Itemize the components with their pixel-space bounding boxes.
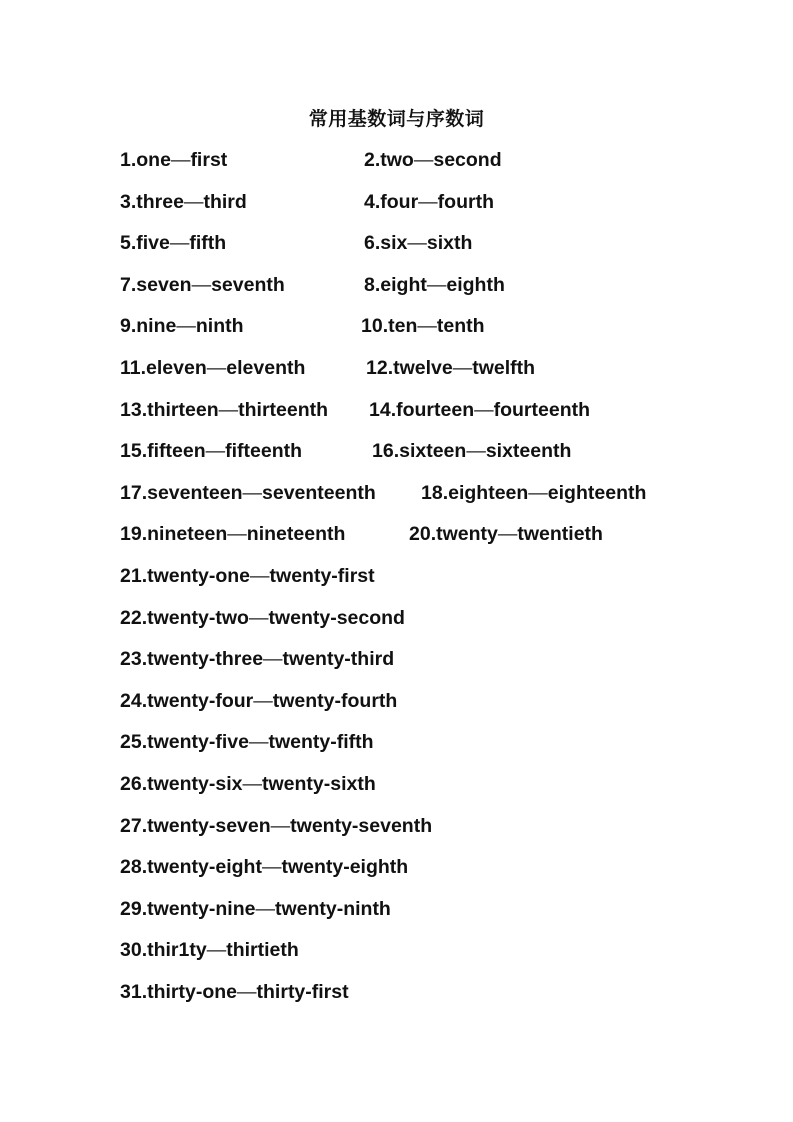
- word-entry: [120, 730, 374, 754]
- entry-number: 20.: [409, 523, 437, 545]
- entry-number: 5.: [120, 232, 137, 254]
- word-entry: [120, 606, 405, 630]
- word-entry: [120, 356, 305, 380]
- ordinal-word: fifteenth: [225, 440, 303, 462]
- separator-dash: —: [407, 232, 427, 254]
- cardinal-word: twenty: [436, 523, 498, 545]
- cardinal-word: thirteen: [147, 399, 219, 421]
- ordinal-word: thirtieth: [226, 939, 299, 961]
- word-entry: [120, 689, 397, 713]
- entry-number: 31.: [120, 981, 148, 1003]
- word-entry: [366, 356, 535, 380]
- cardinal-word: ten: [388, 315, 418, 337]
- ordinal-word: seventh: [211, 274, 285, 296]
- entry-number: 24.: [120, 690, 148, 712]
- entry-number: 30.: [120, 939, 148, 961]
- cardinal-word: twenty-six: [147, 773, 243, 795]
- ordinal-word: twenty-fourth: [272, 690, 398, 712]
- cardinal-word: two: [380, 149, 414, 171]
- separator-dash: —: [206, 357, 227, 379]
- word-entry: [120, 231, 226, 255]
- entry-number: 21.: [120, 565, 148, 587]
- page-title: 常用基数词与序数词: [308, 108, 485, 130]
- entry-number: 22.: [120, 607, 148, 629]
- entry-number: 23.: [120, 648, 148, 670]
- entry-number: 26.: [120, 773, 148, 795]
- entry-number: 15.: [120, 440, 148, 462]
- word-entry: [361, 314, 485, 338]
- ordinal-word: twentieth: [517, 523, 603, 545]
- word-entry: [120, 938, 299, 962]
- separator-dash: —: [474, 399, 494, 421]
- entry-number: 4.: [364, 191, 381, 213]
- ordinal-word: twenty-first: [269, 565, 375, 587]
- entry-number: 8.: [364, 274, 381, 296]
- separator-dash: —: [191, 274, 212, 296]
- word-entry: [120, 273, 285, 297]
- word-entry: [120, 314, 244, 338]
- word-entry: [120, 439, 302, 463]
- word-entry: [120, 855, 408, 879]
- ordinal-word: sixteenth: [485, 440, 572, 462]
- cardinal-word: twenty-seven: [147, 815, 271, 837]
- separator-dash: —: [253, 690, 273, 712]
- entry-number: 10.: [361, 315, 389, 337]
- ordinal-word: twenty-seventh: [290, 815, 433, 837]
- cardinal-word: nineteen: [147, 523, 228, 545]
- word-entry: [120, 148, 227, 172]
- separator-dash: —: [528, 482, 548, 504]
- separator-dash: —: [218, 399, 239, 421]
- separator-dash: —: [169, 232, 190, 254]
- entry-number: 28.: [120, 856, 148, 878]
- separator-dash: —: [263, 648, 283, 670]
- separator-dash: —: [170, 149, 191, 171]
- word-entry: [120, 772, 376, 796]
- word-entry: [120, 190, 247, 214]
- separator-dash: —: [250, 565, 270, 587]
- word-entry: [120, 522, 345, 546]
- separator-dash: —: [413, 149, 434, 171]
- cardinal-word: seventeen: [147, 482, 243, 504]
- entry-number: 6.: [364, 232, 381, 254]
- cardinal-word: sixteen: [399, 440, 467, 462]
- entry-number: 27.: [120, 815, 148, 837]
- word-entry: [120, 481, 376, 505]
- word-entry: [364, 231, 472, 255]
- ordinal-word: fourteenth: [493, 399, 591, 421]
- cardinal-word: twenty-nine: [147, 898, 256, 920]
- separator-dash: —: [248, 731, 269, 753]
- word-entry: [364, 190, 494, 214]
- word-entry: [372, 439, 571, 463]
- cardinal-word: nine: [136, 315, 177, 337]
- separator-dash: —: [418, 191, 438, 213]
- cardinal-word: three: [136, 191, 184, 213]
- cardinal-word: seven: [136, 274, 192, 296]
- ordinal-word: ninth: [195, 315, 244, 337]
- separator-dash: —: [497, 523, 518, 545]
- ordinal-word: third: [203, 191, 247, 213]
- word-entry: [364, 273, 505, 297]
- ordinal-word: second: [433, 149, 502, 171]
- ordinal-word: fifth: [189, 232, 227, 254]
- word-entry: [120, 398, 328, 422]
- word-entry: [120, 647, 394, 671]
- separator-dash: —: [261, 856, 282, 878]
- separator-dash: —: [227, 523, 247, 545]
- word-entry: [120, 564, 375, 588]
- cardinal-word: twenty-five: [147, 731, 249, 753]
- separator-dash: —: [183, 191, 204, 213]
- cardinal-word: twelve: [393, 357, 453, 379]
- ordinal-word: nineteenth: [246, 523, 346, 545]
- word-entry: [421, 481, 646, 505]
- word-entry: [369, 398, 590, 422]
- cardinal-word: eight: [380, 274, 427, 296]
- cardinal-word: thir1ty: [147, 939, 207, 961]
- cardinal-word: twenty-one: [147, 565, 251, 587]
- ordinal-word: twenty-third: [282, 648, 395, 670]
- separator-dash: —: [426, 274, 447, 296]
- ordinal-word: twenty-ninth: [274, 898, 391, 920]
- cardinal-word: twenty-three: [147, 648, 264, 670]
- separator-dash: —: [248, 607, 269, 629]
- entry-number: 7.: [120, 274, 137, 296]
- separator-dash: —: [176, 315, 196, 337]
- cardinal-word: eleven: [146, 357, 207, 379]
- cardinal-word: twenty-four: [147, 690, 254, 712]
- cardinal-word: fifteen: [147, 440, 206, 462]
- ordinal-word: eleventh: [226, 357, 306, 379]
- ordinal-word: twenty-sixth: [261, 773, 376, 795]
- entry-number: 19.: [120, 523, 148, 545]
- ordinal-word: first: [190, 149, 228, 171]
- cardinal-word: fourteen: [396, 399, 475, 421]
- separator-dash: —: [452, 357, 473, 379]
- ordinal-word: tenth: [436, 315, 485, 337]
- separator-dash: —: [417, 315, 437, 337]
- separator-dash: —: [205, 440, 226, 462]
- separator-dash: —: [242, 773, 262, 795]
- cardinal-word: one: [136, 149, 171, 171]
- entry-number: 3.: [120, 191, 137, 213]
- cardinal-word: eighteen: [448, 482, 529, 504]
- word-entry: [409, 522, 603, 546]
- separator-dash: —: [206, 939, 227, 961]
- ordinal-word: twenty-second: [268, 607, 405, 629]
- word-entry: [364, 148, 502, 172]
- entry-number: 14.: [369, 399, 397, 421]
- cardinal-word: twenty-two: [147, 607, 249, 629]
- ordinal-word: eighteenth: [547, 482, 647, 504]
- word-entry: [120, 897, 391, 921]
- separator-dash: —: [237, 981, 257, 1003]
- ordinal-word: eighth: [446, 274, 505, 296]
- entry-number: 18.: [421, 482, 449, 504]
- ordinal-word: thirty-first: [256, 981, 349, 1003]
- word-entry: [120, 980, 349, 1004]
- entry-number: 13.: [120, 399, 148, 421]
- separator-dash: —: [466, 440, 486, 462]
- cardinal-word: five: [136, 232, 170, 254]
- entry-number: 17.: [120, 482, 148, 504]
- word-entry: [120, 814, 432, 838]
- separator-dash: —: [255, 898, 275, 920]
- separator-dash: —: [270, 815, 291, 837]
- entry-number: 1.: [120, 149, 137, 171]
- ordinal-word: seventeenth: [262, 482, 376, 504]
- cardinal-word: four: [380, 191, 419, 213]
- ordinal-word: twenty-eighth: [281, 856, 409, 878]
- ordinal-word: twelfth: [472, 357, 536, 379]
- separator-dash: —: [242, 482, 262, 504]
- ordinal-word: twenty-fifth: [268, 731, 374, 753]
- entry-number: 16.: [372, 440, 400, 462]
- cardinal-word: twenty-eight: [147, 856, 262, 878]
- entry-number: 25.: [120, 731, 148, 753]
- entry-number: 11.: [120, 357, 147, 379]
- ordinal-word: fourth: [437, 191, 494, 213]
- cardinal-word: six: [380, 232, 408, 254]
- cardinal-word: thirty-one: [147, 981, 238, 1003]
- entry-number: 29.: [120, 898, 148, 920]
- ordinal-word: sixth: [426, 232, 473, 254]
- ordinal-word: thirteenth: [238, 399, 329, 421]
- entry-number: 12.: [366, 357, 394, 379]
- entry-number: 9.: [120, 315, 137, 337]
- entry-number: 2.: [364, 149, 381, 171]
